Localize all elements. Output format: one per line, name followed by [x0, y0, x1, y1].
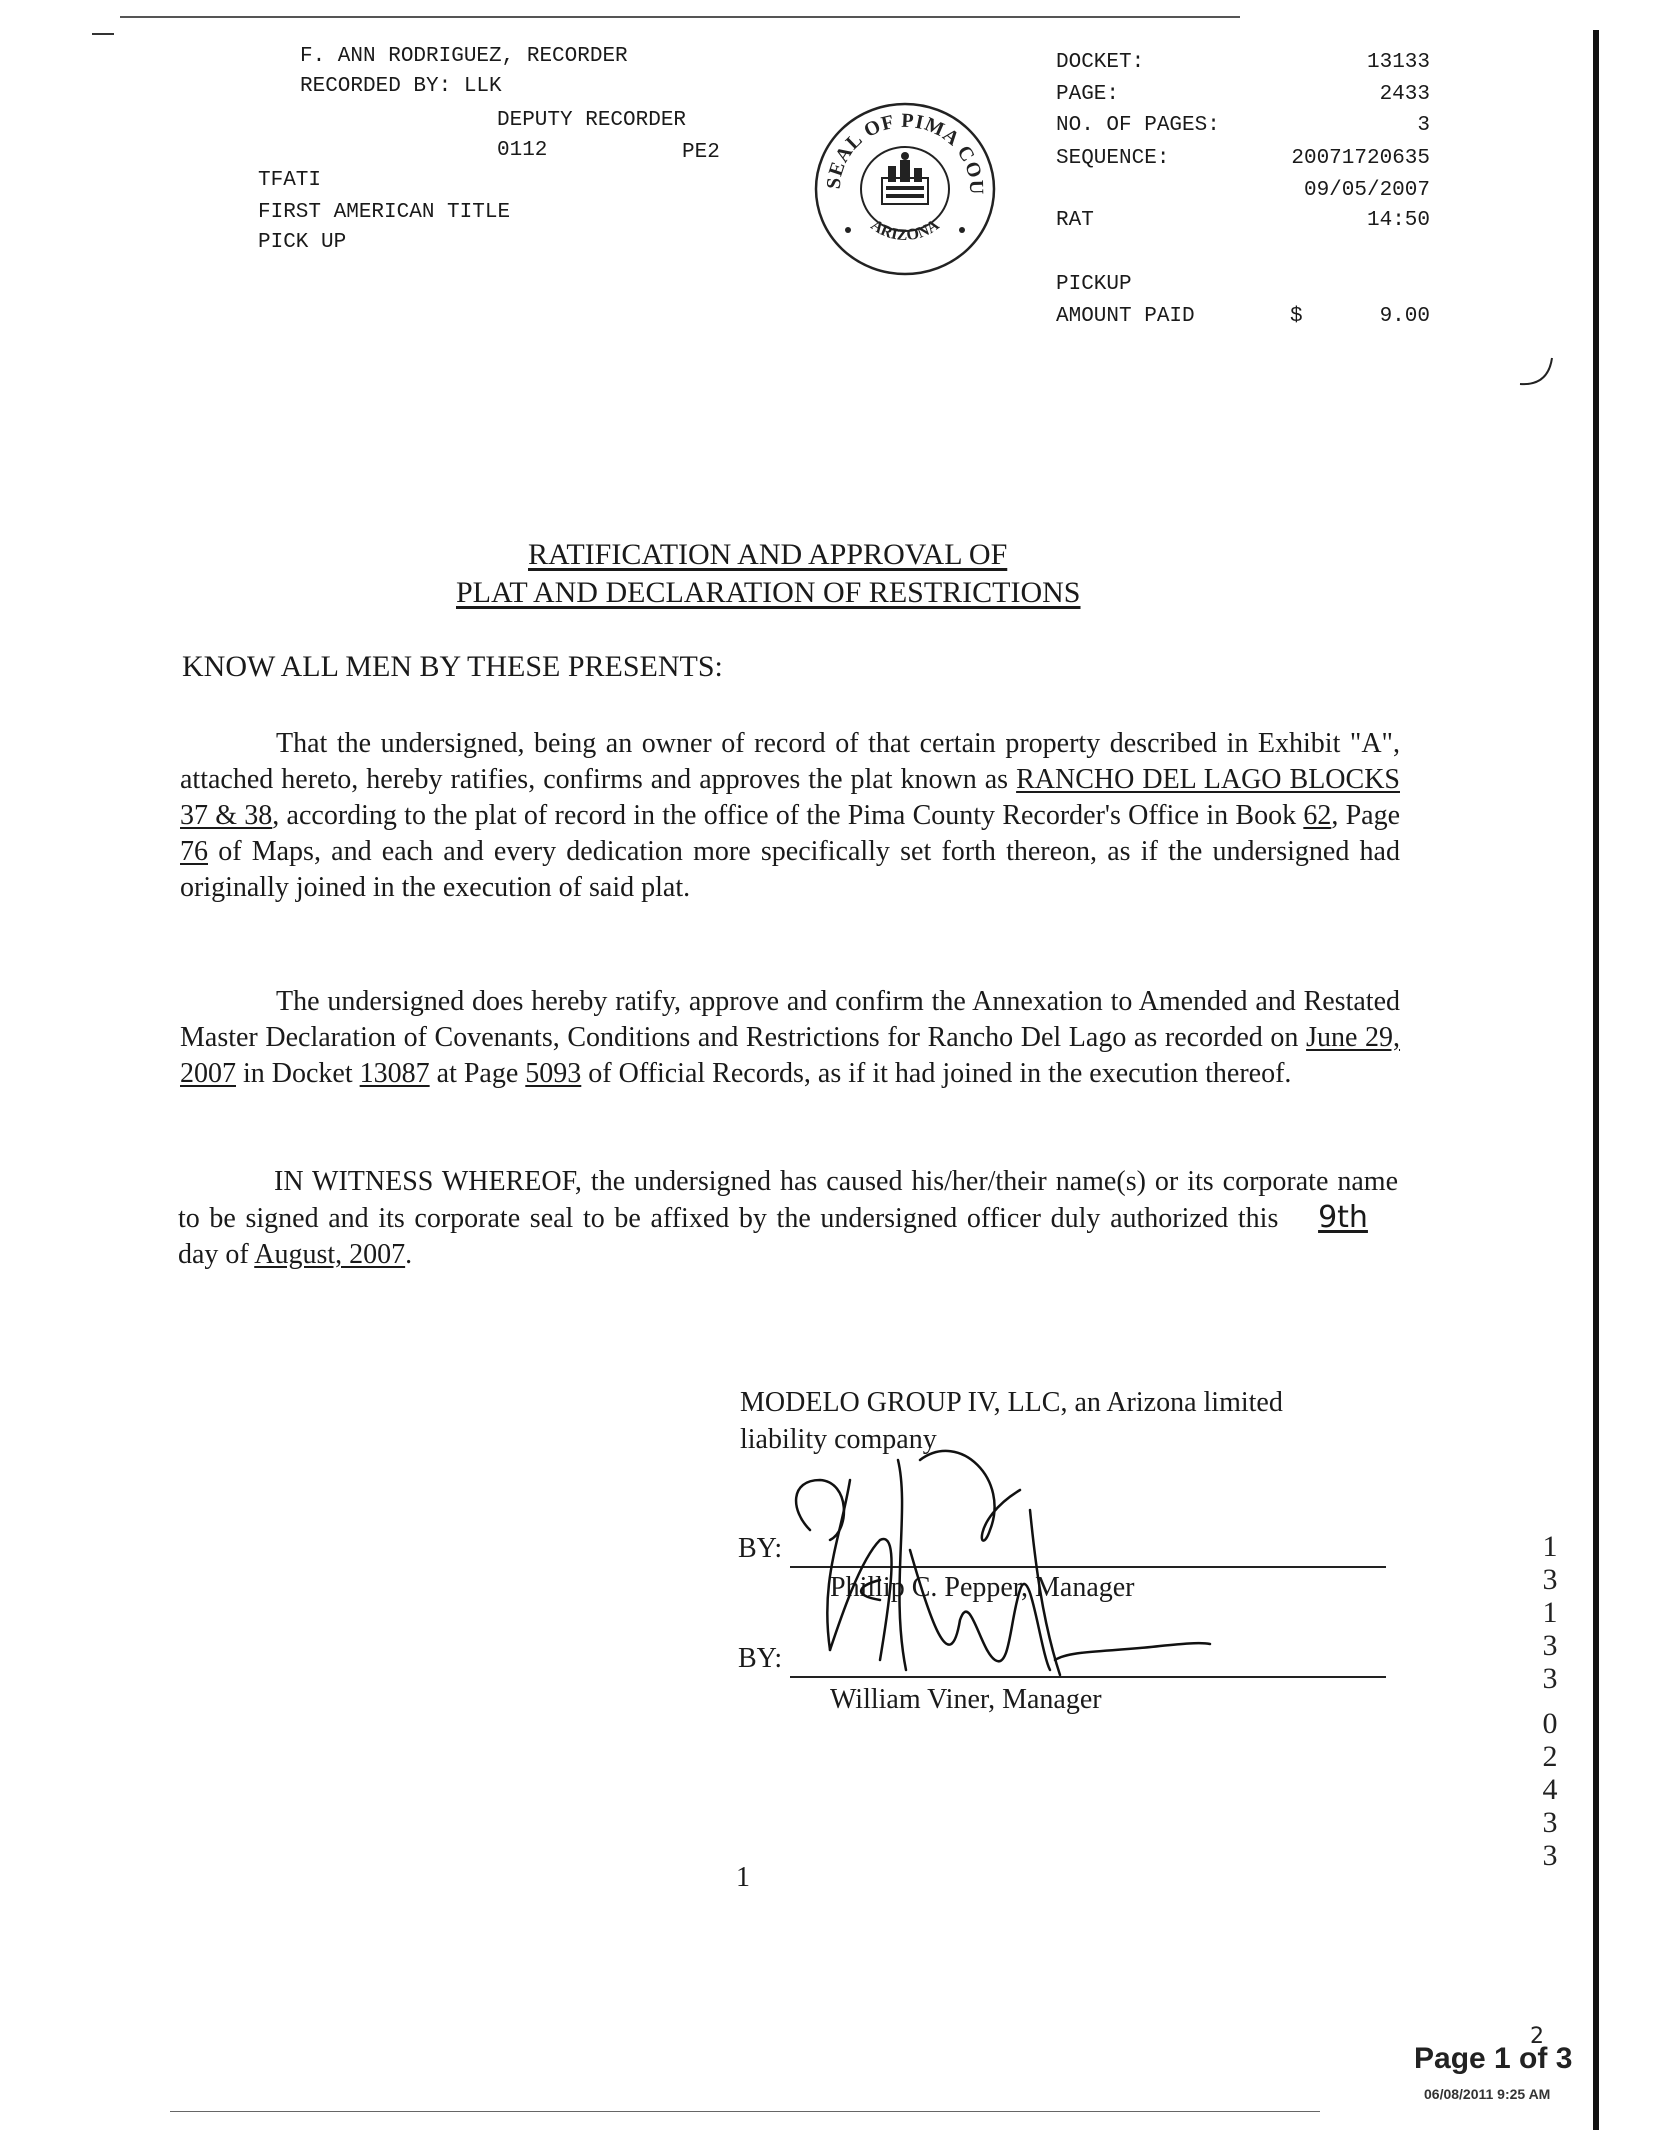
scan-edge-top — [120, 16, 1240, 18]
paragraph-witness — [178, 1164, 1398, 1273]
p1-text-b: , according to the plat of record in the office of the Pima County Recorder's Office in Book — [272, 800, 1304, 831]
stamp-digit: 3 — [1542, 1806, 1558, 1839]
stamp-digit: 3 — [1542, 1839, 1558, 1872]
stamp-digit: 1 — [1542, 1530, 1558, 1563]
by-label-1: BY: — [738, 1533, 783, 1564]
paragraph-ratification — [180, 726, 1400, 906]
stamp-digit: 2 — [1542, 1740, 1558, 1773]
stamp-digit: 3 — [1542, 1662, 1558, 1695]
amount-currency: $ — [1290, 305, 1303, 328]
rat-label: RAT — [1056, 209, 1094, 232]
sequence-value: 20071720635 — [1291, 147, 1430, 170]
document-page-number: 1 — [736, 1862, 750, 1893]
p3-text-c: . — [405, 1239, 413, 1270]
amount-paid-label: AMOUNT PAID — [1056, 305, 1195, 328]
page-correction: 2 — [1530, 2024, 1544, 2049]
signer-2-name: William Viner, Manager — [830, 1684, 1102, 1715]
stamp-digit: 3 — [1542, 1563, 1558, 1596]
stamp-digit: 3 — [1542, 1629, 1558, 1662]
seal-top-text: SEAL OF PIMA COU — [822, 109, 988, 196]
company-name-line2: liability company — [740, 1424, 937, 1455]
signing-month-year: August, 2007 — [254, 1239, 406, 1270]
recording-code-2: PE2 — [682, 141, 720, 164]
document-title-line1: RATIFICATION AND APPROVAL OF — [528, 538, 1008, 571]
recorded-by: RECORDED BY: LLK — [300, 75, 502, 98]
recorder-name: F. ANN RODRIGUEZ, RECORDER — [300, 45, 628, 68]
margin-mark — [1518, 350, 1558, 390]
p2-text-c: at Page — [429, 1058, 526, 1089]
page-indicator: Page 1 of 3 — [1414, 2042, 1573, 2075]
book-number: 62 — [1303, 800, 1332, 831]
by-label-2: BY: — [738, 1643, 783, 1674]
svg-text:ARIZONA — [868, 216, 943, 244]
recording-code: 0112 — [497, 139, 548, 162]
stamp-digit: 4 — [1542, 1773, 1558, 1806]
company-name-line1: MODELO GROUP IV, LLC, an Arizona limited — [740, 1387, 1283, 1418]
recording-time: 14:50 — [1366, 209, 1430, 232]
document-title-line2: PLAT AND DECLARATION OF RESTRICTIONS — [456, 576, 1081, 609]
title-code: TFATI — [258, 169, 322, 192]
plat-name: RANCHO DEL LAGO BLOCKS 37 & 38 — [180, 764, 1400, 831]
amount-paid-value: 9.00 — [1379, 305, 1430, 328]
records-page-number: 5093 — [525, 1058, 582, 1089]
stamp-digit: 0 — [1542, 1707, 1558, 1740]
p3-text-b: day of — [178, 1239, 255, 1270]
sequence-label: SEQUENCE: — [1056, 147, 1170, 170]
docket-number: 13087 — [359, 1058, 430, 1089]
seal-bottom-text: ARIZONA — [867, 216, 943, 245]
p2-text-d: of Official Records, as if it had joined in the execution thereof. — [581, 1058, 1292, 1089]
docket-value: 13133 — [1366, 51, 1430, 74]
p3-text-a: IN WITNESS WHEREOF, the undersigned has caused his/her/their name(s) or its corporate name to be signed and its corporate seal to be affixed by the undersigned officer duly authorized this — [178, 1166, 1398, 1234]
pages-value: 3 — [1417, 114, 1430, 137]
pages-label: NO. OF PAGES: — [1056, 114, 1220, 137]
stamp-gap — [1538, 1695, 1562, 1707]
title-company: FIRST AMERICAN TITLE — [258, 201, 511, 224]
seal-emblem-icon — [882, 152, 928, 204]
recording-date: 09/05/2007 — [1303, 179, 1430, 202]
map-page-number: 76 — [180, 836, 208, 867]
paragraph-annexation — [180, 984, 1400, 1092]
pima-county-seal — [812, 100, 998, 278]
side-docket-stamp — [1538, 1530, 1562, 1872]
recorded-date: June 29, 2007 — [180, 1022, 1401, 1089]
print-stamp: 06/08/2011 9:25 AM — [1424, 2086, 1551, 2102]
docket-label: DOCKET: — [1056, 51, 1145, 74]
p2-text-b: in Docket — [236, 1058, 360, 1089]
page-label: PAGE: — [1056, 83, 1120, 106]
handwritten-signature — [780, 1420, 1240, 1700]
deputy-recorder: DEPUTY RECORDER — [497, 109, 687, 132]
page-value: 2433 — [1379, 83, 1430, 106]
scan-mark-top-left — [92, 33, 114, 35]
signer-1-name: Phillip C. Pepper, Manager — [830, 1572, 1135, 1603]
p2-text-a: The undersigned does hereby ratify, approve and confirm the Annexation to Amended and Restated Master Declaration of Covenants, Conditions and Restrictions for Rancho Del Lago as recorded on — [180, 986, 1400, 1053]
signing-day: 9th — [1318, 1200, 1368, 1235]
pick-up: PICK UP — [258, 231, 347, 254]
stamp-digit: 1 — [1542, 1596, 1558, 1629]
p1-text-a: That the undersigned, being an owner of record of that certain property described in Exhibit "A", attached hereto, hereby ratifies, confirms and approves the plat known as — [180, 728, 1400, 795]
p1-text-d: of Maps, and each and every dedication more specifically set forth thereon, as if the undersigned had originally joined in the execution of said plat. — [180, 836, 1400, 903]
pickup-label: PICKUP — [1056, 273, 1132, 296]
scan-edge-bottom — [170, 2111, 1320, 2112]
scan-edge-right — [1593, 30, 1599, 2130]
salutation: KNOW ALL MEN BY THESE PRESENTS: — [182, 650, 723, 683]
p1-text-c: , Page — [1331, 800, 1401, 831]
